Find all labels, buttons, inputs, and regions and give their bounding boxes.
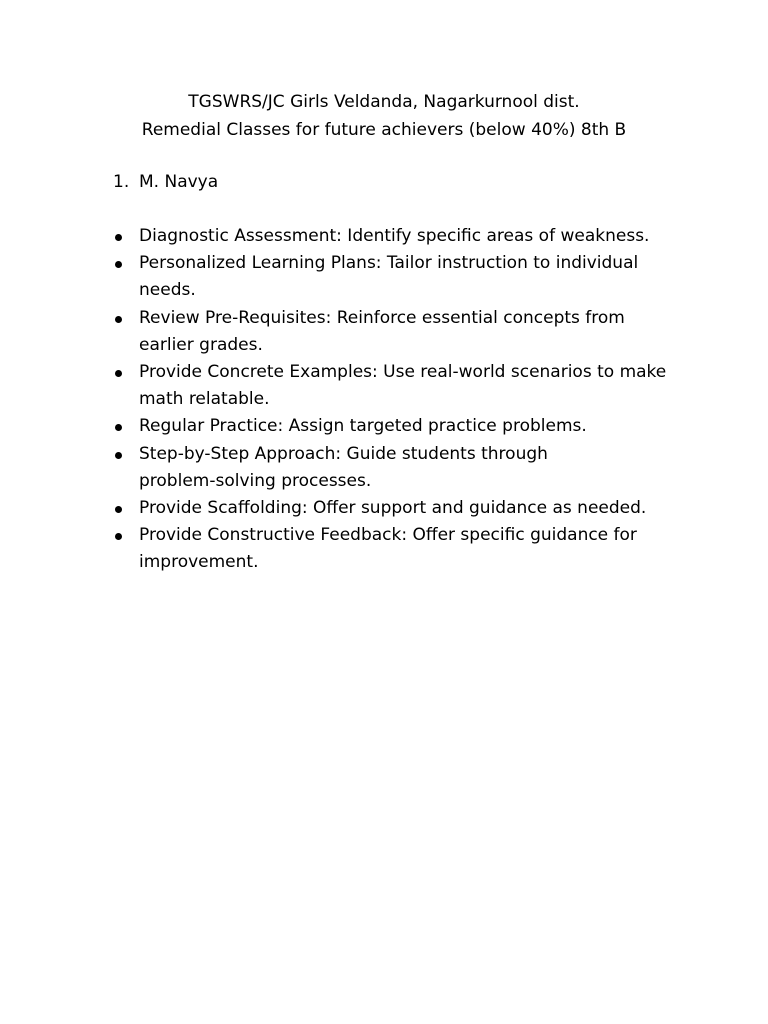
strategy-text: Review Pre-Requisites: Reinforce essential concepts from <box>139 307 625 328</box>
strategy-item <box>113 305 673 359</box>
strategy-item <box>113 413 673 440</box>
strategy-text: Provide Concrete Examples: Use real-world scenarios to make <box>139 362 667 383</box>
strategy-item <box>113 359 673 413</box>
strategy-text: Personalized Learning Plans: Tailor instruction to individual <box>139 253 639 274</box>
strategy-item <box>113 250 673 304</box>
student-number: 1. <box>113 172 130 192</box>
strategy-text-continued: earlier grades. <box>139 334 263 355</box>
strategy-text: Provide Constructive Feedback: Offer specific guidance for <box>139 525 637 546</box>
strategy-text: Step-by-Step Approach: Guide students through <box>139 443 548 464</box>
strategy-text-continued: math relatable. <box>139 389 270 410</box>
strategy-text-continued: needs. <box>139 280 196 301</box>
strategy-item <box>113 495 673 522</box>
strategy-item <box>113 223 673 250</box>
bullet-icon <box>115 533 122 540</box>
strategy-text: Diagnostic Assessment: Identify specific areas of weakness. <box>139 226 650 246</box>
document-header <box>0 88 768 144</box>
strategy-text: Provide Scaffolding: Offer support and guidance as needed. <box>139 498 647 519</box>
bullet-icon <box>115 452 122 459</box>
bullet-icon <box>115 261 122 268</box>
student-entry <box>113 168 218 196</box>
strategy-text-continued: improvement. <box>139 552 259 573</box>
bullet-icon <box>115 424 122 431</box>
strategy-text: Regular Practice: Assign targeted practice problems. <box>139 416 587 437</box>
bullet-icon <box>115 234 122 241</box>
bullet-icon <box>115 506 122 513</box>
strategy-text-continued: problem-solving processes. <box>139 470 372 491</box>
student-name: M. Navya <box>139 172 219 192</box>
bullet-icon <box>115 370 122 377</box>
class-subtitle: Remedial Classes for future achievers (below 40%) 8th B <box>141 120 627 140</box>
strategy-item <box>113 522 673 576</box>
strategy-item <box>113 441 673 495</box>
school-title: TGSWRS/JC Girls Veldanda, Nagarkurnool dist. <box>188 92 580 112</box>
strategy-list <box>113 223 673 577</box>
bullet-icon <box>115 316 122 323</box>
